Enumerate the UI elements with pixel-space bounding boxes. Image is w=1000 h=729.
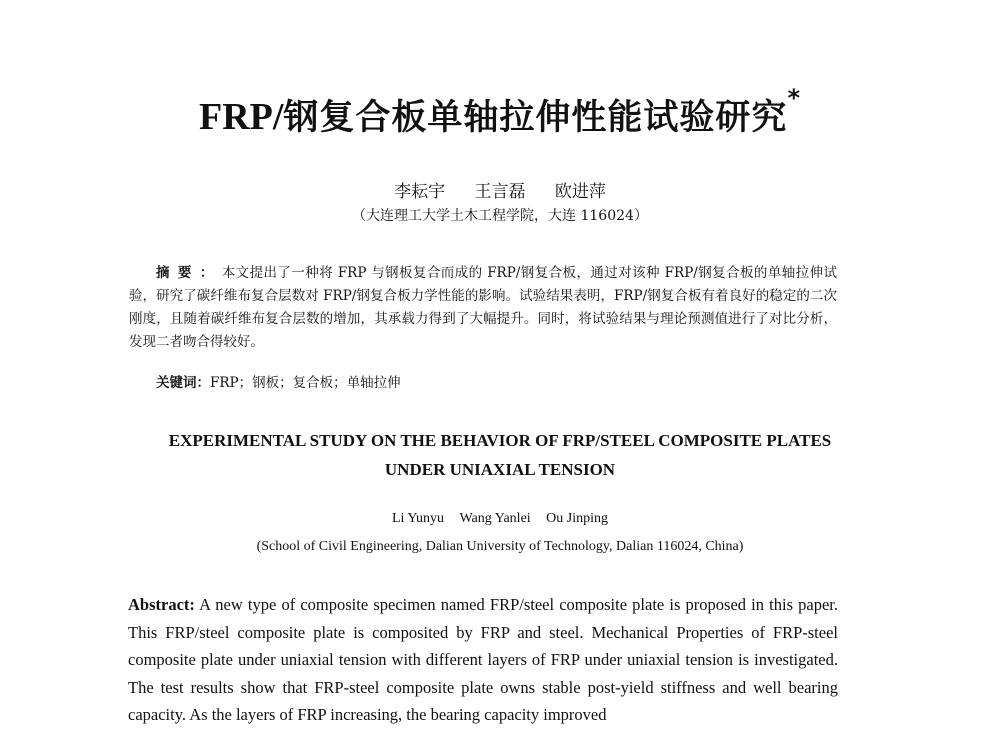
english-title-line-2: UNDER UNIAXIAL TENSION	[384, 460, 616, 479]
chinese-keywords-text: FRP；钢板；复合板；单轴拉伸	[210, 375, 401, 391]
chinese-title-latin: FRP/	[198, 96, 284, 138]
english-abstract-text: A new type of composite specimen named FRP/steel composite plate is proposed in this paper. This FRP/steel composite plate is composited by FRP and steel. Mechanical Properties of FRP-steel composite plate under uniaxial tension with different layers of FRP under uniaxial tension is investigated. The test results show that FRP-steel composite plate owns stable post-yield stiffness and well bearing capacity. As the layers of FRP increasing, the bearing capacity improved	[128, 595, 838, 724]
chinese-keywords-label: 关键词：	[156, 375, 210, 391]
english-author: Ou Jinping	[546, 511, 609, 526]
chinese-title-text: 钢复合板单轴拉伸性能试验研究	[283, 98, 788, 138]
english-title-line-1: EXPERIMENTAL STUDY ON THE BEHAVIOR OF FRP/STEEL COMPOSITE PLATES	[168, 431, 832, 450]
title-footnote-mark: *	[787, 84, 801, 112]
chinese-author: 王言磊	[474, 182, 526, 202]
chinese-abstract	[129, 262, 837, 354]
chinese-title	[0, 84, 1000, 143]
chinese-authors	[0, 177, 1000, 202]
english-abstract	[128, 591, 838, 729]
english-title	[0, 426, 1000, 484]
chinese-abstract-label: 摘要：	[156, 265, 222, 281]
chinese-author: 李耘宇	[394, 182, 446, 202]
chinese-keywords	[156, 373, 401, 393]
english-author: Wang Yanlei	[459, 511, 531, 526]
chinese-abstract-text: 本文提出了一种将 FRP 与钢板复合而成的 FRP/钢复合板，通过对该种 FRP/钢复合板的单轴拉伸试验，研究了碳纤维布复合层数对 FRP/钢复合板力学性能的影响。试验结果表明，FRP/钢复合板有着良好的稳定的二次刚度，且随着碳纤维布复合层数的增加，其承载力得到了大幅提升。同时，将试验结果与理论预测值进行了对比分析，发现二者吻合得较好。	[129, 265, 838, 350]
chinese-author: 欧进萍	[554, 182, 606, 202]
english-author: Li Yunyu	[391, 511, 444, 526]
chinese-affiliation: （大连理工大学土木工程学院，大连 116024）	[352, 208, 648, 224]
english-authors	[0, 511, 1000, 527]
english-affiliation: (School of Civil Engineering, Dalian University of Technology, Dalian 116024, China)	[256, 539, 744, 554]
english-abstract-label: Abstract:	[128, 595, 195, 614]
